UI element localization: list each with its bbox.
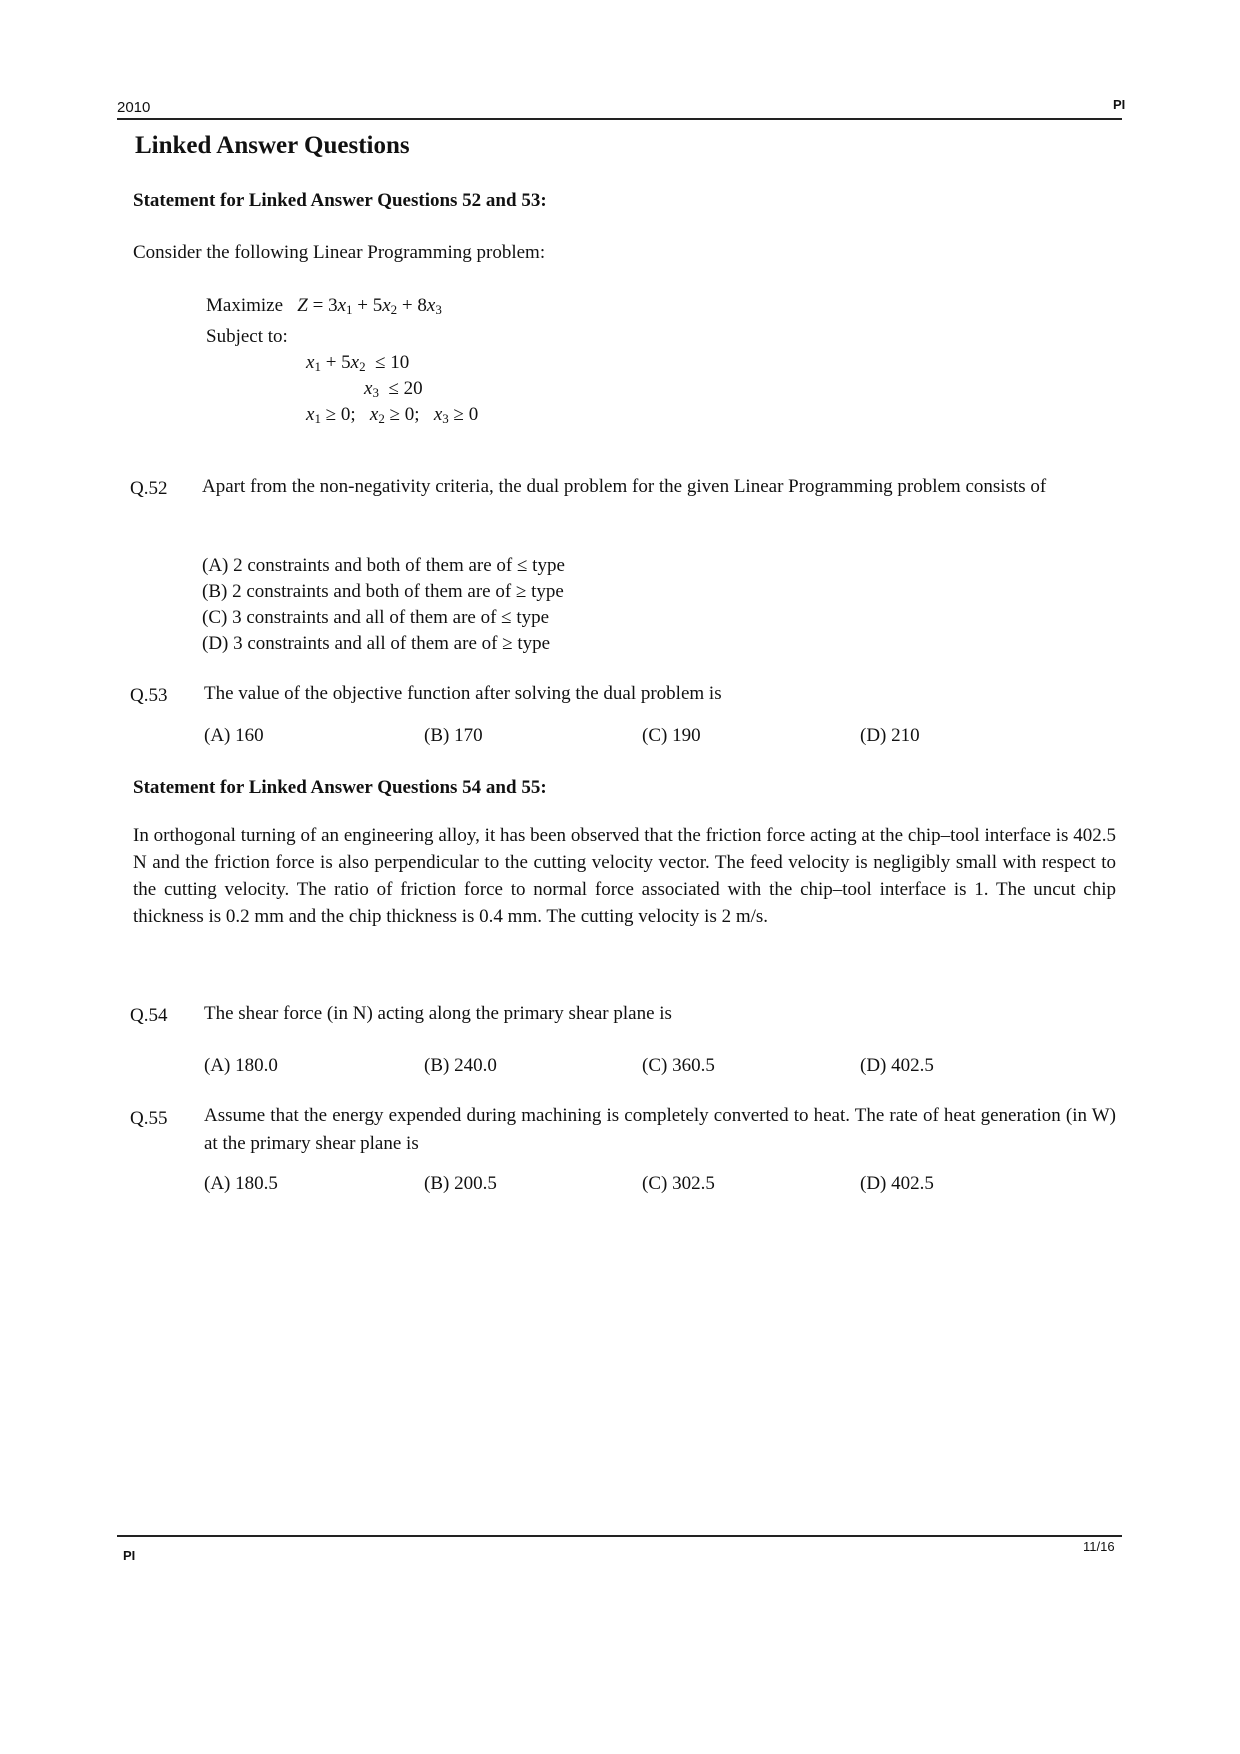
- q55-text: Assume that the energy expended during machining is completely converted to heat. The rate of heat generation (in W) at the primary shear plane is: [204, 1105, 1116, 1154]
- lp-objective: Maximize $Z = 3x_1 + 5x_2 + 8x_3$: [206, 295, 442, 317]
- q55-option-c: (C) 302.5: [642, 1173, 715, 1194]
- q53-option-d: (D) 210: [860, 725, 920, 746]
- footer-page-number: 11/16: [1083, 1539, 1115, 1554]
- section-title: Linked Answer Questions: [135, 132, 410, 159]
- lp-nonnegativity: $x_1 \ge 0$; $x_2 \ge 0$; $x_3 \ge 0$: [306, 404, 479, 426]
- q55-number: Q.55: [130, 1108, 168, 1129]
- q52-option-a: (A) 2 constraints and both of them are of ≤ type: [202, 555, 565, 576]
- lp-constraint-2: $x_3 \le 20$: [364, 378, 423, 400]
- q54-option-b: (B) 240.0: [424, 1055, 497, 1076]
- header-year: 2010: [117, 99, 151, 116]
- q54-text: The shear force (in N) acting along the primary shear plane is: [204, 1003, 672, 1024]
- q54-option-d: (D) 402.5: [860, 1055, 934, 1076]
- q53-number: Q.53: [130, 685, 168, 706]
- statement1-intro: Consider the following Linear Programming problem:: [133, 242, 546, 263]
- q53-option-c: (C) 190: [642, 725, 701, 746]
- q55-option-d: (D) 402.5: [860, 1173, 934, 1194]
- q52-option-d: (D) 3 constraints and all of them are of ≥ type: [202, 633, 551, 654]
- q55-option-a: (A) 180.5: [204, 1173, 278, 1194]
- q54-option-c: (C) 360.5: [642, 1055, 715, 1076]
- statement2-text: In orthogonal turning of an engineering alloy, it has been observed that the friction force acting at the chip–tool interface is 402.5 N and the friction force is also perpendicular to the cutting velocity vector. The feed velocity is negligibly small with respect to the cutting velocity. The ratio of friction force to normal force associated with the chip–tool interface is 1. The uncut chip thickness is 0.2 mm and the chip thickness is 0.4 mm. The cutting velocity is 2 m/s.: [133, 825, 1116, 927]
- header-paper-code: PI: [1113, 97, 1126, 112]
- q53-option-a: (A) 160: [204, 725, 264, 746]
- statement1-heading: Statement for Linked Answer Questions 52 and 53:: [133, 190, 547, 211]
- q54-number: Q.54: [130, 1005, 168, 1026]
- header-rule: [117, 118, 1122, 120]
- q52-option-b: (B) 2 constraints and both of them are of ≥ type: [202, 581, 564, 602]
- subject-to-label: Subject to:: [206, 326, 288, 347]
- lp-constraint-1: $x_1 + 5x_2 \le 10$: [306, 352, 410, 374]
- q52-option-c: (C) 3 constraints and all of them are of ≤ type: [202, 607, 550, 628]
- q53-option-b: (B) 170: [424, 725, 483, 746]
- statement2-heading: Statement for Linked Answer Questions 54 and 55:: [133, 777, 547, 798]
- footer-rule: [117, 1535, 1122, 1537]
- q55-option-b: (B) 200.5: [424, 1173, 497, 1194]
- maximize-label: Maximize: [206, 295, 284, 316]
- q52-text: Apart from the non-negativity criteria, the dual problem for the given Linear Programming problem consists of: [202, 476, 1047, 497]
- q54-option-a: (A) 180.0: [204, 1055, 278, 1076]
- footer-paper-code: PI: [123, 1548, 136, 1563]
- q52-number: Q.52: [130, 478, 168, 499]
- q53-text: The value of the objective function after solving the dual problem is: [204, 683, 722, 704]
